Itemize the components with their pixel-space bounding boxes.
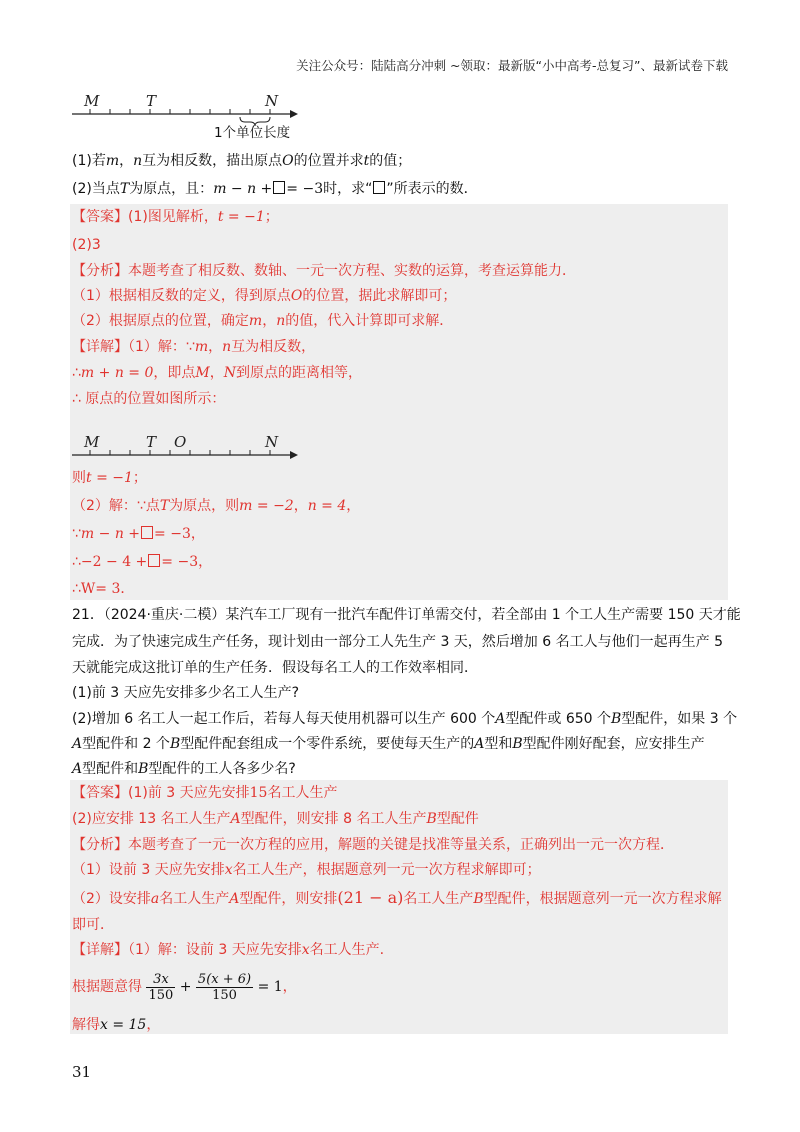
nl1-unit-label: 1个单位长度: [214, 125, 291, 141]
ans21-answer-1: 【答案】(1)前 3 天应先安排15名工人生产: [72, 785, 338, 801]
blank-box-symbol: [373, 181, 385, 194]
ans20-analysis: 【分析】本题考查了相反数、数轴、一元一次方程、实数的运算，考查运算能力．: [72, 263, 576, 279]
q21-line-6: A型配件和 2 个B型配件配套组成一个零件系统，要使每天生产的A型和B型配件刚好配套，应安排生产: [72, 736, 705, 752]
q21-line-3: 天就能完成这批订单的生产任务．假设每名工人的工作效率相同．: [72, 660, 478, 676]
blank-box-symbol: [141, 526, 153, 539]
q21-line-1: 21．（2024·重庆·二模）某汽车工厂现有一批汽车配件订单需交付，若全部由 1 个工人生产需要 150 天才能: [72, 607, 741, 623]
ans21-answer-2: (2)应安排 13 名工人生产A型配件，则安排 8 名工人生产B型配件: [72, 811, 479, 827]
nl1-label-m: M: [84, 92, 100, 110]
blank-box-symbol: [148, 554, 160, 567]
ans20-analysis-2: （2）根据原点的位置，确定m，n的值，代入计算即可求解．: [72, 313, 454, 329]
fraction-1: $\frac{3x}{150}$: [148, 971, 174, 1003]
ans20-detail-1: 【详解】（1）解：∵m，n互为相反数，: [72, 339, 316, 355]
ans21-analysis: 【分析】本题考查了一元一次方程的应用，解题的关键是找准等量关系，正确列出一元一次方程．: [72, 837, 674, 853]
ans20-analysis-1: （1）根据相反数的定义，得到原点O的位置，据此求解即可；: [72, 288, 457, 304]
ans21-analysis-1: （1）设前 3 天应先安排x名工人生产，根据题意列一元一次方程求解即可；: [72, 862, 541, 878]
ans20-detail-3: ∴ 原点的位置如图所示：: [72, 391, 226, 407]
nl2-label-t: T: [146, 433, 157, 451]
ans20-detail-7: ∴−2 − 4 + = −3，: [72, 554, 213, 570]
q21-line-2: 完成．为了快速完成生产任务，现计划由一部分工人先生产 3 天，然后增加 6 名工人与他们一起再生产 5: [72, 634, 723, 650]
ans20-detail-8: ∴W= 3．: [72, 581, 135, 597]
ans21-detail-3: 解得x = 15，: [72, 1017, 161, 1033]
ans21-detail-2: 根据题意得 $\frac{3x}{150}$ + $\frac{5(x + 6)}{150}$ = 1，: [72, 971, 297, 1003]
ans20-detail-5: （2）解：∵点T为原点，则m = −2，n = 4，: [72, 498, 361, 514]
page-header: 关注公众号：陆陆高分冲刺 ~领取：最新版“小中高考-总复习”、最新试卷下载: [296, 58, 728, 73]
nl2-label-n: N: [265, 433, 279, 451]
q21-line-7: A型配件和B型配件的工人各多少名?: [72, 761, 296, 777]
nl1-label-t: T: [146, 92, 157, 110]
ans21-analysis-2-cont: 即可．: [72, 917, 114, 933]
nl2-label-m: M: [84, 433, 100, 451]
q20-part1: (1)若m，n互为相反数，描出原点O的位置并求t的值；: [72, 153, 412, 169]
ans20-answer2: (2)3: [72, 237, 101, 253]
q21-line-4: (1)前 3 天应先安排多少名工人生产?: [72, 685, 300, 701]
ans20-detail-4: 则t = −1；: [72, 470, 147, 486]
q20-part2: (2)当点T为原点，且：m − n + = −3时，求“ ”所表示的数．: [72, 181, 478, 197]
page-number: 31: [72, 1063, 92, 1081]
ans21-analysis-2: （2）设安排a名工人生产A型配件，则安排(21 − a)名工人生产B型配件，根据题意列一元一次方程求解: [72, 888, 722, 907]
ans21-detail-1: 【详解】（1）解：设前 3 天应先安排x名工人生产.: [72, 942, 385, 958]
nl2-label-o: O: [174, 433, 187, 451]
ans20-detail-2: ∴m + n = 0，即点M，N到原点的距离相等，: [72, 365, 362, 381]
fraction-2: $\frac{5(x + 6)}{150}$: [197, 971, 252, 1003]
nl1-label-n: N: [265, 92, 279, 110]
ans20-detail-6: ∵m − n + = −3，: [72, 526, 205, 542]
q21-line-5: (2)增加 6 名工人一起工作后，若每人每天使用机器可以生产 600 个A型配件或 650 个B型配件，如果 3 个: [72, 711, 738, 727]
ans20-answer: 【答案】(1)图见解析，t = −1；: [72, 209, 279, 225]
blank-box-symbol: [273, 181, 285, 194]
